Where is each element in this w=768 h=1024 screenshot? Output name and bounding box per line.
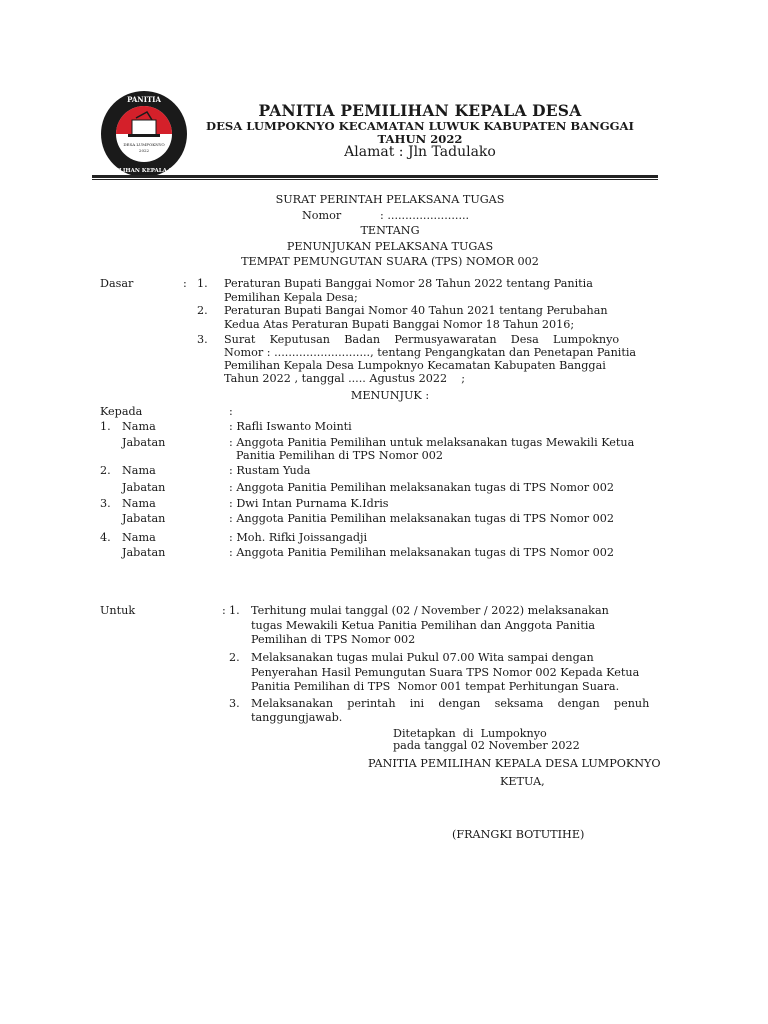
logo-inner-text-1: DESA LUMPOKNYO [123,142,165,147]
untuk-item-2-num: 2. [229,651,240,664]
person-2-nama-label: Nama [122,464,156,477]
person-3-num: 3. [100,497,111,510]
person-4-jabatan-label: Jabatan [122,546,166,559]
person-2-nama: : Rustam Yuda [229,464,311,477]
dasar-item-3-line-3: Pemilihan Kepala Desa Lumpoknyo Kecamatan Kabupaten Banggai [224,359,606,372]
person-2-jabatan: : Anggota Panitia Pemilihan melaksanakan tugas di TPS Nomor 002 [229,481,615,494]
person-3-nama-label: Nama [122,497,156,510]
untuk-item-1-line-1: Terhitung mulai tanggal (02 / November / 2022) melaksanakan [251,604,609,617]
doc-title: SURAT PERINTAH PELAKSANA TUGAS [275,193,505,206]
untuk-item-3-num: 3. [229,697,240,710]
kepada-colon: : [229,405,233,418]
logo-ring-top-text: PANITIA [127,95,161,104]
untuk-item-2-line-2: Penyerahan Hasil Pemungutan Suara TPS Nomor 002 Kepada Ketua [251,666,640,679]
dasar-item-1-num: 1. [197,277,208,290]
kepada-label: Kepada [100,405,143,418]
person-3-jabatan: : Anggota Panitia Pemilihan melaksanakan tugas di TPS Nomor 002 [229,512,615,525]
untuk-item-3-line-1: Melaksanakan perintah ini dengan seksama dengan penuh [251,697,650,710]
untuk-item-3-line-2: tanggungjawab. [251,711,343,724]
untuk-label: Untuk [100,604,136,617]
untuk-item-2-line-3: Panitia Pemilihan di TPS Nomor 001 tempat Perhitungan Suara. [251,680,620,693]
person-1-nama: : Rafli Iswanto Mointi [229,420,352,433]
untuk-colon: : [222,604,226,617]
dasar-colon: : [183,277,187,290]
logo-inner-text-2: 2022 [138,148,150,153]
person-2-jabatan-label: Jabatan [122,481,166,494]
dasar-item-3-line-2: Nomor : ..........................., tentang Pengangkatan dan Penetapan Panitia [224,346,637,359]
person-1-nama-label: Nama [122,420,156,433]
untuk-item-2-line-1: Melaksanakan tugas mulai Pukul 07.00 Wita sampai dengan [251,651,594,664]
person-1-jabatan-line-1: : Anggota Panitia Pemilihan untuk melaksanakan tugas Mewakili Ketua [229,436,635,449]
dasar-item-3-num: 3. [197,333,208,346]
header-address: Alamat : Jln Tadulako [344,144,496,160]
person-2-num: 2. [100,464,111,477]
header-title: PANITIA PEMILIHAN KEPALA DESA [258,101,582,120]
sign-place: Ditetapkan di Lumpoknyo [393,727,547,740]
person-4-nama-label: Nama [122,531,156,544]
dasar-item-1-line-2: Pemilihan Kepala Desa; [224,291,358,304]
tentang-heading: TENTANG [360,224,420,237]
dasar-item-2-num: 2. [197,304,208,317]
subject-line-2: TEMPAT PEMUNGUTAN SUARA (TPS) NOMOR 002 [241,255,539,268]
person-3-nama: : Dwi Intan Purnama K.Idris [229,497,389,510]
header-rule-thin [92,179,658,180]
panitia-logo-seal [100,90,188,178]
dasar-item-1-line-1: Peraturan Bupati Banggai Nomor 28 Tahun 2022 tentang Panitia [224,277,593,290]
dasar-item-3-line-1: Surat Keputusan Badan Permusyawaratan Desa Lumpoknyo [224,333,620,346]
person-3-jabatan-label: Jabatan [122,512,166,525]
logo-ring-bottom-text: PEMILIHAN KEPALA DESA [101,168,187,174]
sign-role: KETUA, [500,775,545,788]
nomor-value: : ....................... [380,209,470,222]
sign-date: pada tanggal 02 November 2022 [393,739,580,752]
dasar-item-2-line-2: Kedua Atas Peraturan Bupati Banggai Nomor 18 Tahun 2016; [224,318,575,331]
person-1-jabatan-label: Jabatan [122,436,166,449]
person-4-num: 4. [100,531,111,544]
dasar-item-3-line-4: Tahun 2022 , tanggal ..... Agustus 2022 ; [224,372,466,385]
untuk-item-1-line-3: Pemilihan di TPS Nomor 002 [251,633,416,646]
person-1-jabatan-line-2: Panitia Pemilihan di TPS Nomor 002 [236,449,444,462]
sign-name: (FRANGKI BOTUTIHE) [452,828,585,841]
dasar-item-2-line-1: Peraturan Bupati Bangai Nomor 40 Tahun 2021 tentang Perubahan [224,304,608,317]
subject-line-1: PENUNJUKAN PELAKSANA TUGAS [286,240,494,253]
header-subtitle: DESA LUMPOKNYO KECAMATAN LUWUK KABUPATEN BANGGAI [206,119,634,133]
untuk-item-1-num: 1. [229,604,240,617]
header-rule-thick [92,175,658,178]
dasar-label: Dasar [100,277,134,290]
person-4-jabatan: : Anggota Panitia Pemilihan melaksanakan tugas di TPS Nomor 002 [229,546,615,559]
menunjuk-heading: MENUNJUK : [350,389,430,402]
nomor-label: Nomor [302,209,342,222]
untuk-item-1-line-2: tugas Mewakili Ketua Panitia Pemilihan dan Anggota Panitia [251,619,596,632]
person-1-num: 1. [100,420,111,433]
header-year: TAHUN 2022 [377,132,463,146]
person-4-nama: : Moh. Rifki Joissangadji [229,531,368,544]
sign-organization: PANITIA PEMILIHAN KEPALA DESA LUMPOKNYO [368,757,661,770]
